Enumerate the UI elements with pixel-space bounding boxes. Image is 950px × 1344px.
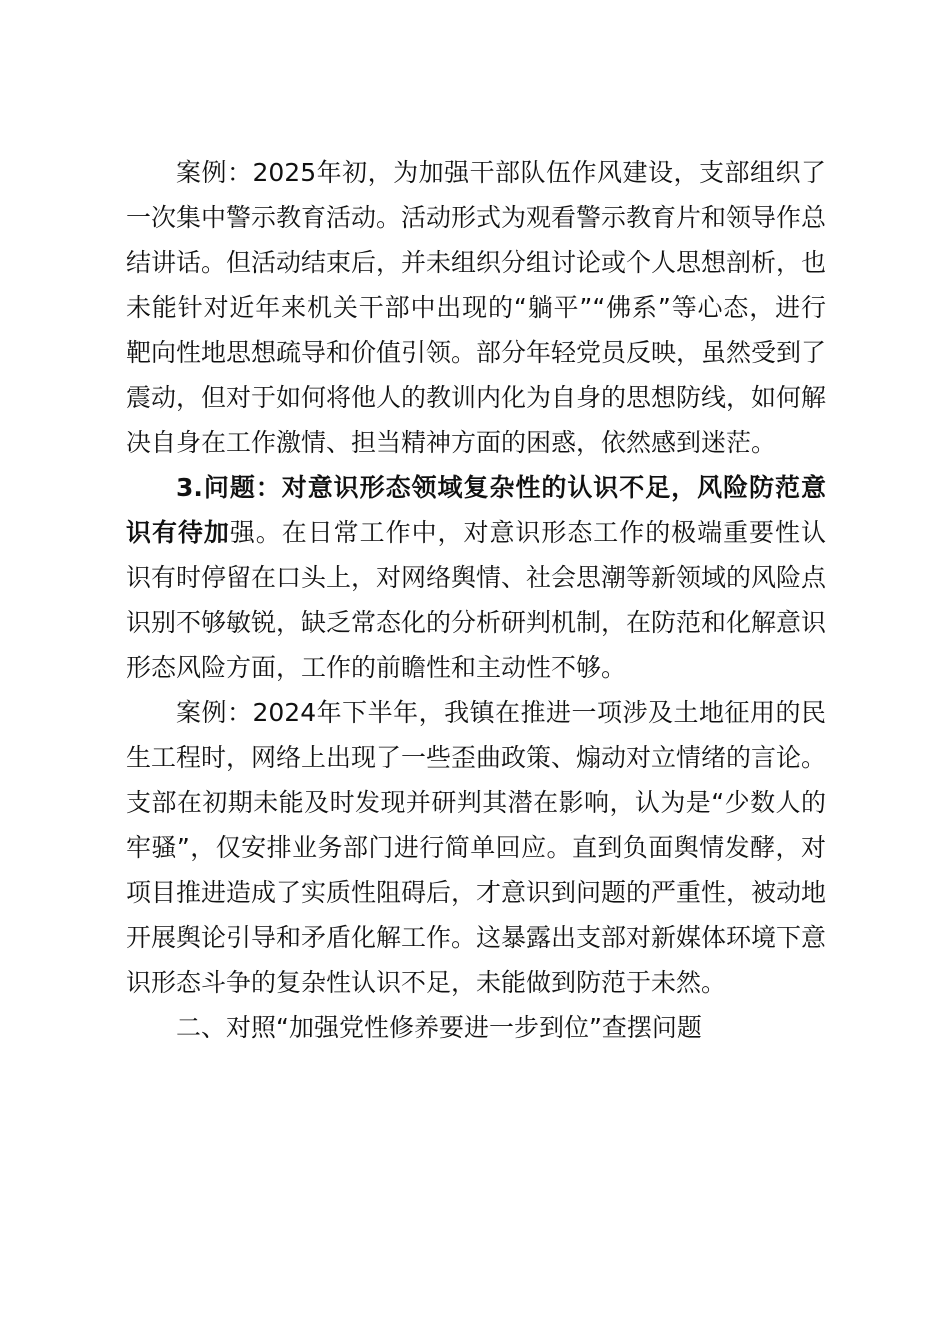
issue-3-heading: 3.问题：对意识形态领域复杂性的认识不足，风险防范意识有待加 — [126, 473, 826, 547]
case-paragraph-2: 案例：2024年下半年，我镇在推进一项涉及土地征用的民生工程时，网络上出现了一些歪曲政策、煽动对立情绪的言论。支部在初期未能及时发现并研判其潜在影响，认为是“少数人的牢骚”，仅安排业务部门进行简单回应。直到负面舆情发酵，对项目推进造成了实质性阻碍后，才意识到问题的严重性，被动地开展舆论引导和矛盾化解工作。这暴露出支部对新媒体环境下意识形态斗争的复杂性认识不足，未能做到防范于未然。 — [126, 698, 827, 997]
section-2-title: 二、对照“加强党性修养要进一步到位”查摆问题 — [176, 1013, 702, 1042]
case-paragraph-1: 案例：2025年初，为加强干部队伍作风建设，支部组织了一次集中警示教育活动。活动形式为观看警示教育片和领导作总结讲话。但活动结束后，并未组织分组讨论或个人思想剖析，也未能针对近年来机关干部中出现的“躺平”“佛系”等心态，进行靶向性地思想疏导和价值引领。部分年轻党员反映，虽然受到了震动，但对于如何将他人的教训内化为自身的思想防线，如何解决自身在工作激情、担当精神方面的困惑，依然感到迷茫。 — [126, 158, 827, 457]
issue-3-paragraph — [126, 465, 826, 690]
document-body — [126, 150, 826, 1050]
issue-3-body: 强。在日常工作中，对意识形态工作的极端重要性认识有时停留在口头上，对网络舆情、社会思潮等新领域的风险点识别不够敏锐，缺乏常态化的分析研判机制，在防范和化解意识形态风险方面，工作的前瞻性和主动性不够。 — [126, 518, 827, 682]
